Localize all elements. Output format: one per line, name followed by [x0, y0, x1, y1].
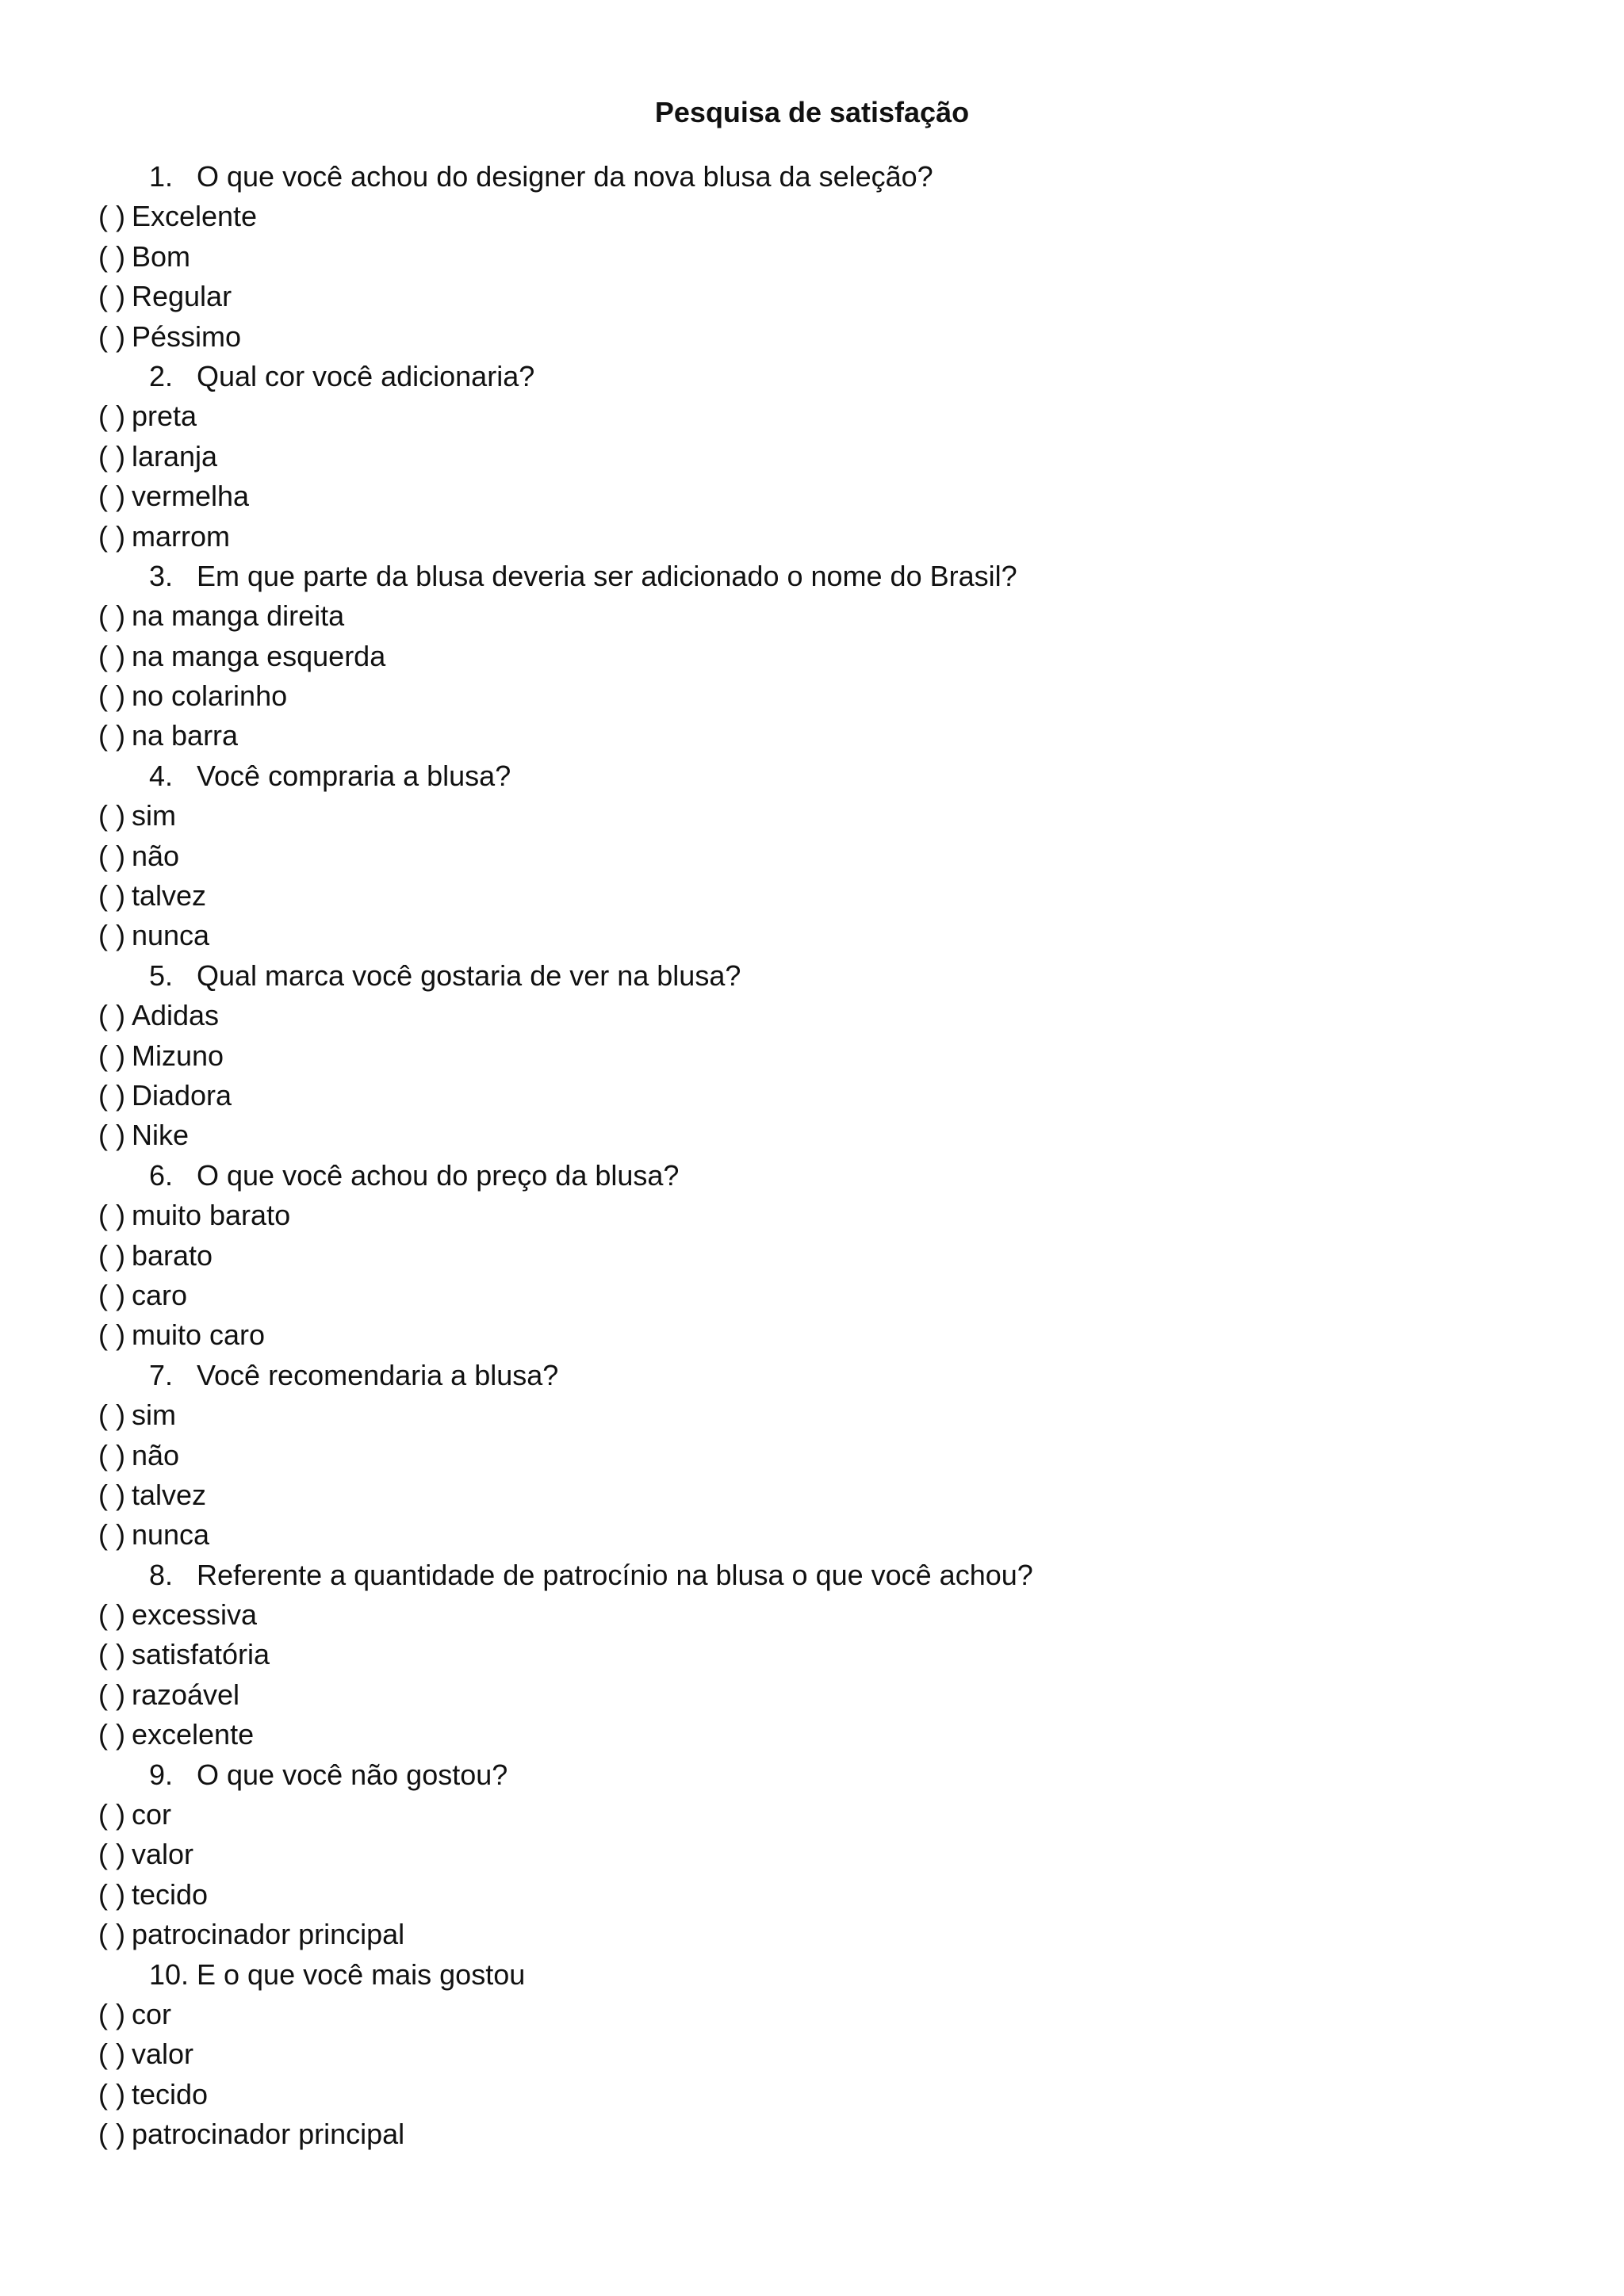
- checkbox-mark[interactable]: ( ): [98, 679, 125, 713]
- option-label: nunca: [131, 1518, 210, 1552]
- option-label: cor: [131, 1997, 171, 2030]
- checkbox-mark[interactable]: ( ): [98, 1997, 125, 2030]
- option-label: patrocinador principal: [131, 2118, 405, 2151]
- checkbox-mark[interactable]: ( ): [98, 400, 125, 433]
- checkbox-mark[interactable]: ( ): [98, 439, 125, 473]
- option-item: [98, 1915, 1573, 1954]
- question-block-6: [98, 1156, 1573, 1356]
- question-number: 1.: [149, 160, 174, 193]
- option-list: [98, 1795, 1573, 1955]
- checkbox-mark[interactable]: ( ): [98, 1278, 125, 1311]
- option-label: Adidas: [131, 999, 220, 1032]
- option-label: talvez: [131, 1478, 207, 1511]
- question-number: 10.: [149, 1957, 190, 1991]
- question-number: 4.: [149, 759, 174, 792]
- checkbox-mark[interactable]: ( ): [98, 839, 125, 872]
- option-list: [98, 1995, 1573, 2155]
- question-number: 6.: [149, 1158, 174, 1192]
- checkbox-mark[interactable]: ( ): [98, 1199, 125, 1232]
- option-label: excelente: [131, 1718, 255, 1751]
- checkbox-mark[interactable]: ( ): [98, 1238, 125, 1272]
- checkbox-mark[interactable]: ( ): [98, 1078, 125, 1112]
- checkbox-mark[interactable]: ( ): [98, 1318, 125, 1352]
- option-item: [98, 876, 1573, 916]
- option-item: [98, 676, 1573, 716]
- question-number: 5.: [149, 959, 174, 992]
- question-text: O que você achou do designer da nova blusa da seleção?: [197, 160, 933, 193]
- option-label: preta: [131, 400, 197, 433]
- checkbox-mark[interactable]: ( ): [98, 1678, 125, 1711]
- document-title: Pesquisa de satisfação: [654, 96, 970, 128]
- option-label: nunca: [131, 919, 210, 952]
- option-item: [98, 1395, 1573, 1435]
- option-item: [98, 1475, 1573, 1515]
- option-item: [98, 1076, 1573, 1115]
- option-label: na barra: [131, 719, 239, 752]
- option-label: Nike: [131, 1119, 190, 1152]
- option-item: [98, 2114, 1573, 2154]
- option-label: caro: [131, 1278, 188, 1311]
- option-item: [98, 916, 1573, 955]
- question-text: Você recomendaria a blusa?: [197, 1358, 559, 1391]
- question-text: E o que você mais gostou: [197, 1957, 526, 1991]
- option-list: [98, 1196, 1573, 1356]
- option-item: [98, 1835, 1573, 1874]
- option-label: Diadora: [131, 1078, 232, 1112]
- option-label: Mizuno: [131, 1039, 224, 1072]
- question-text: Referente a quantidade de patrocínio na blusa o que você achou?: [197, 1558, 1033, 1591]
- option-label: patrocinador principal: [131, 1918, 405, 1951]
- option-item: [98, 197, 1573, 236]
- checkbox-mark[interactable]: ( ): [98, 999, 125, 1032]
- option-label: no colarinho: [131, 679, 288, 713]
- checkbox-mark[interactable]: ( ): [98, 1478, 125, 1511]
- option-list: [98, 996, 1573, 1156]
- option-item: [98, 996, 1573, 1035]
- checkbox-mark[interactable]: ( ): [98, 879, 125, 913]
- option-item: [98, 1715, 1573, 1755]
- option-label: tecido: [131, 2077, 209, 2110]
- question-number: 9.: [149, 1758, 174, 1791]
- question-block-8: [98, 1556, 1573, 1755]
- option-item: [98, 1276, 1573, 1315]
- option-label: sim: [131, 1399, 176, 1432]
- option-item: [98, 1236, 1573, 1276]
- checkbox-mark[interactable]: ( ): [98, 1718, 125, 1751]
- question-1: [98, 157, 1573, 197]
- checkbox-mark[interactable]: ( ): [98, 239, 125, 273]
- option-label: muito caro: [131, 1318, 266, 1352]
- option-item: [98, 1795, 1573, 1835]
- option-label: sim: [131, 799, 176, 832]
- option-list: [98, 1595, 1573, 1755]
- option-label: tecido: [131, 1877, 209, 1911]
- option-item: [98, 1115, 1573, 1155]
- option-item: [98, 317, 1573, 357]
- question-block-2: [98, 357, 1573, 557]
- option-item: [98, 237, 1573, 277]
- option-item: [98, 1515, 1573, 1555]
- question-5: [98, 956, 1573, 996]
- option-list: [98, 197, 1573, 357]
- question-text: Qual cor você adicionaria?: [197, 359, 535, 392]
- checkbox-mark[interactable]: ( ): [98, 1119, 125, 1152]
- checkbox-mark[interactable]: ( ): [98, 919, 125, 952]
- checkbox-mark[interactable]: ( ): [98, 480, 125, 513]
- question-text: Você compraria a blusa?: [197, 759, 511, 792]
- checkbox-mark[interactable]: ( ): [98, 1399, 125, 1432]
- checkbox-mark[interactable]: ( ): [98, 320, 125, 353]
- option-label: laranja: [131, 439, 218, 473]
- option-item: [98, 476, 1573, 516]
- question-block-9: [98, 1755, 1573, 1955]
- option-list: [98, 1395, 1573, 1556]
- option-item: [98, 836, 1573, 876]
- option-item: [98, 796, 1573, 836]
- option-item: [98, 2075, 1573, 2114]
- option-item: [98, 1036, 1573, 1076]
- question-8: [98, 1556, 1573, 1595]
- option-label: cor: [131, 1798, 171, 1831]
- question-number: 8.: [149, 1558, 174, 1591]
- question-number: 2.: [149, 359, 174, 392]
- checkbox-mark[interactable]: ( ): [98, 519, 125, 553]
- option-item: [98, 396, 1573, 436]
- option-label: talvez: [131, 879, 207, 913]
- question-text: O que você achou do preço da blusa?: [197, 1158, 680, 1192]
- option-label: Regular: [131, 280, 232, 313]
- question-block-4: [98, 756, 1573, 956]
- option-label: vermelha: [131, 480, 250, 513]
- option-item: [98, 1675, 1573, 1715]
- option-list: [98, 796, 1573, 956]
- option-item: [98, 1595, 1573, 1635]
- question-block-5: [98, 956, 1573, 1156]
- option-item: [98, 517, 1573, 557]
- question-block-3: [98, 557, 1573, 756]
- option-item: [98, 1875, 1573, 1915]
- option-list: [98, 396, 1573, 557]
- question-7: [98, 1356, 1573, 1395]
- checkbox-mark[interactable]: ( ): [98, 1039, 125, 1072]
- checkbox-mark[interactable]: ( ): [98, 2038, 125, 2071]
- option-item: [98, 437, 1573, 476]
- checkbox-mark[interactable]: ( ): [98, 799, 125, 832]
- option-label: na manga esquerda: [131, 639, 386, 672]
- survey-questions: [98, 157, 1573, 2155]
- option-list: [98, 596, 1573, 756]
- option-label: razoável: [131, 1678, 240, 1711]
- question-3: [98, 557, 1573, 596]
- checkbox-mark[interactable]: ( ): [98, 2077, 125, 2110]
- question-9: [98, 1755, 1573, 1795]
- question-4: [98, 756, 1573, 796]
- question-6: [98, 1156, 1573, 1196]
- option-item: [98, 596, 1573, 636]
- question-number: 3.: [149, 559, 174, 592]
- checkbox-mark[interactable]: ( ): [98, 719, 125, 752]
- option-item: [98, 1315, 1573, 1355]
- option-label: não: [131, 1438, 180, 1471]
- checkbox-mark[interactable]: ( ): [98, 1918, 125, 1951]
- question-2: [98, 357, 1573, 396]
- option-label: na manga direita: [131, 599, 345, 633]
- question-text: Qual marca você gostaria de ver na blusa?: [197, 959, 741, 992]
- option-item: [98, 1436, 1573, 1475]
- checkbox-mark[interactable]: ( ): [98, 1598, 125, 1632]
- question-text: Em que parte da blusa deveria ser adicionado o nome do Brasil?: [197, 559, 1017, 592]
- option-label: valor: [131, 2038, 194, 2071]
- option-item: [98, 2034, 1573, 2074]
- checkbox-mark[interactable]: ( ): [98, 1438, 125, 1471]
- option-label: muito barato: [131, 1199, 291, 1232]
- option-label: excessiva: [131, 1598, 258, 1632]
- option-label: Péssimo: [131, 320, 242, 353]
- checkbox-mark[interactable]: ( ): [98, 280, 125, 313]
- option-label: Bom: [131, 239, 191, 273]
- option-item: [98, 277, 1573, 316]
- option-item: [98, 1635, 1573, 1674]
- option-item: [98, 1196, 1573, 1235]
- question-10: [98, 1955, 1573, 1995]
- checkbox-mark[interactable]: ( ): [98, 1798, 125, 1831]
- option-label: valor: [131, 1838, 194, 1871]
- question-block-10: [98, 1955, 1573, 2155]
- question-number: 7.: [149, 1358, 174, 1391]
- checkbox-mark[interactable]: ( ): [98, 599, 125, 633]
- checkbox-mark[interactable]: ( ): [98, 1877, 125, 1911]
- question-block-7: [98, 1356, 1573, 1556]
- option-label: não: [131, 839, 180, 872]
- question-block-1: [98, 157, 1573, 357]
- question-text: O que você não gostou?: [197, 1758, 508, 1791]
- checkbox-mark[interactable]: ( ): [98, 1638, 125, 1671]
- option-label: marrom: [131, 519, 230, 553]
- option-label: satisfatória: [131, 1638, 270, 1671]
- option-label: Excelente: [131, 200, 258, 233]
- checkbox-mark[interactable]: ( ): [98, 639, 125, 672]
- checkbox-mark[interactable]: ( ): [98, 1838, 125, 1871]
- checkbox-mark[interactable]: ( ): [98, 1518, 125, 1552]
- option-item: [98, 637, 1573, 676]
- checkbox-mark[interactable]: ( ): [98, 200, 125, 233]
- option-item: [98, 716, 1573, 756]
- option-label: barato: [131, 1238, 213, 1272]
- option-item: [98, 1995, 1573, 2034]
- checkbox-mark[interactable]: ( ): [98, 2118, 125, 2151]
